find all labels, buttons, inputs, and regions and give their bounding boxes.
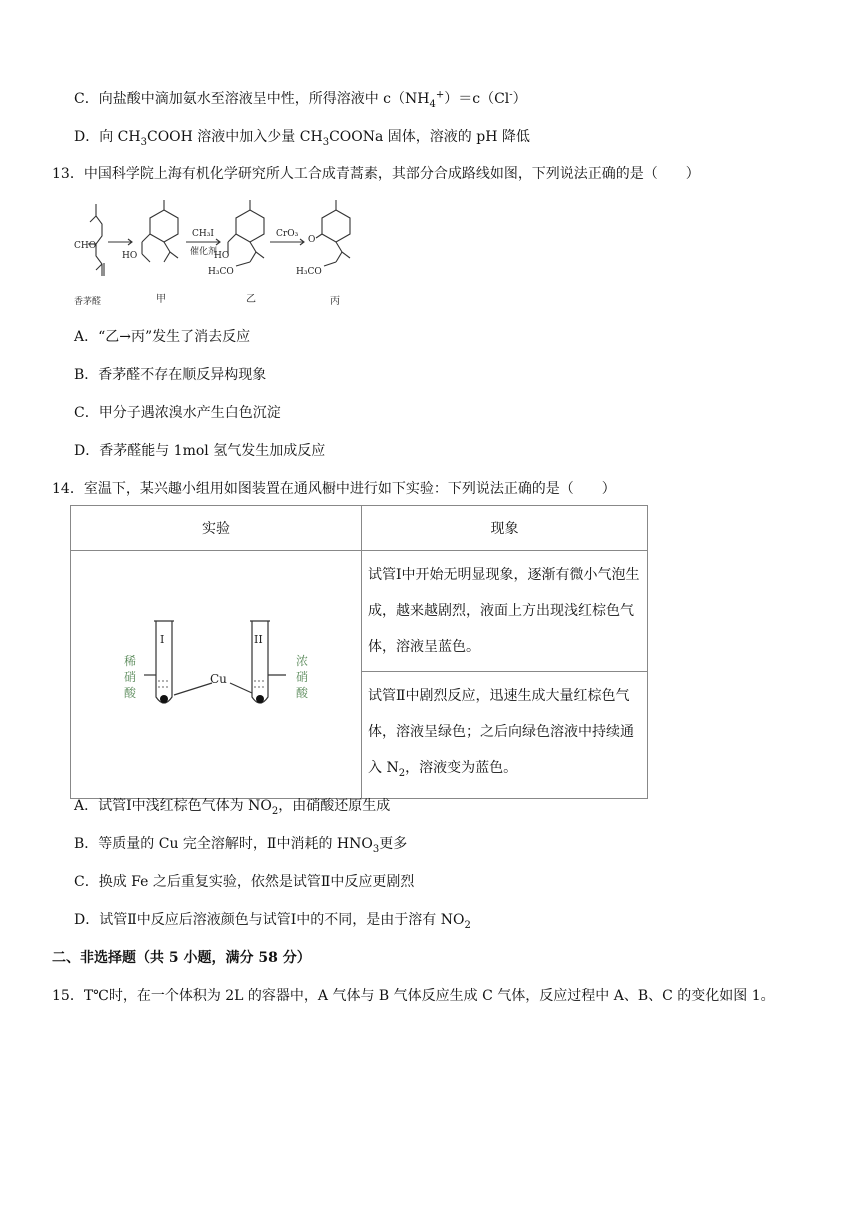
ho-label-jia: HO [122,251,138,261]
svg-text:硝: 硝 [124,670,137,685]
svg-text:酸: 酸 [124,686,137,701]
header-phenomenon: 现象 [362,506,648,551]
svg-text:浓: 浓 [296,654,309,669]
bing-label: 丙 [330,296,340,307]
tube-2-label: II [254,633,263,647]
phenomenon-1: 试管Ⅰ中开始无明显现象，逐渐有微小气泡生成，越来越剧烈，液面上方出现浅红棕色气体，溶液呈蓝色。 [362,551,648,672]
option-13-c: C．甲分子遇浓溴水产生白色沉淀 [74,405,281,421]
synthesis-scheme [74,196,358,308]
question-14-stem: 14．室温下，某兴趣小组用如图装置在通风橱中进行如下实验：下列说法正确的是（ ） [52,481,616,497]
option-13-b: B．香茅醛不存在顺反异构现象 [74,367,267,383]
cho-label: CHO [74,241,97,251]
table-header-row [71,506,648,551]
experiment-table [70,505,648,799]
apparatus-diagram [116,617,316,727]
arrow1-reagent: CH₃I [192,229,214,239]
yi-label: 乙 [246,294,256,305]
option-13-d: D．香茅醛能与 1mol 氢气发生加成反应 [74,443,326,459]
header-experiment: 实验 [71,506,362,551]
jia-label: 甲 [156,294,166,305]
arrow1-catalyst: 催化剂 [190,247,218,257]
svg-text:酸: 酸 [296,686,309,701]
svg-text:硝: 硝 [296,670,309,685]
arrow2-reagent: CrO₃ [276,229,299,239]
option-14-a: A．试管Ⅰ中浅红棕色气体为 $NO_2$，由硝酸还原生成 [74,798,391,817]
question-15-stem: 15．T℃时，在一个体积为 2L 的容器中，A 气体与 B 气体反应生成 C 气体，反应过程中 A、B、C 的变化如图 1。 [52,988,775,1004]
citronellal-label: 香茅醛 [74,297,102,307]
svg-text:稀: 稀 [124,654,137,669]
question-13-stem: 13．中国科学院上海有机化学研究所人工合成青蒿素，其部分合成路线如图，下列说法正确的是（ ） [52,166,700,182]
h3co-label-bing: H₃CO [296,267,322,277]
option-14-d: D．试管Ⅱ中反应后溶液颜色与试管Ⅰ中的不同，是由于溶有 $NO_2$ [74,912,471,931]
phenomenon-2: 试管Ⅱ中剧烈反应，迅速生成大量红棕色气体，溶液呈绿色；之后向绿色溶液中持续通入 $N_2$，溶液变为蓝色。 [362,672,648,799]
table-row [71,551,648,672]
ho-label-yi: HO [214,251,230,261]
o-label-bing: O [308,235,316,245]
tube-1-label: I [160,633,165,647]
option-14-c: C．换成 Fe 之后重复实验，依然是试管Ⅱ中反应更剧烈 [74,874,415,890]
section-heading: 二、非选择题（共 5 小题，满分 58 分） [52,950,311,966]
option-13-a: A．“乙→丙”发生了消去反应 [74,329,251,345]
h3co-label-yi: H₃CO [208,267,234,277]
cu-label: Cu [210,672,227,687]
apparatus-cell [71,551,362,799]
option-14-b: B．等质量的 Cu 完全溶解时，Ⅱ中消耗的 $HNO_3$更多 [74,836,408,855]
option-12-c: C．向盐酸中滴加氨水至溶液呈中性，所得溶液中 $c(NH_4^+)=c(Cl^-)$ [74,89,527,110]
option-12-d: D．向 $CH_3COOH$ 溶液中加入少量 $CH_3COONa$ 固体，溶液的 pH 降低 [74,129,530,148]
